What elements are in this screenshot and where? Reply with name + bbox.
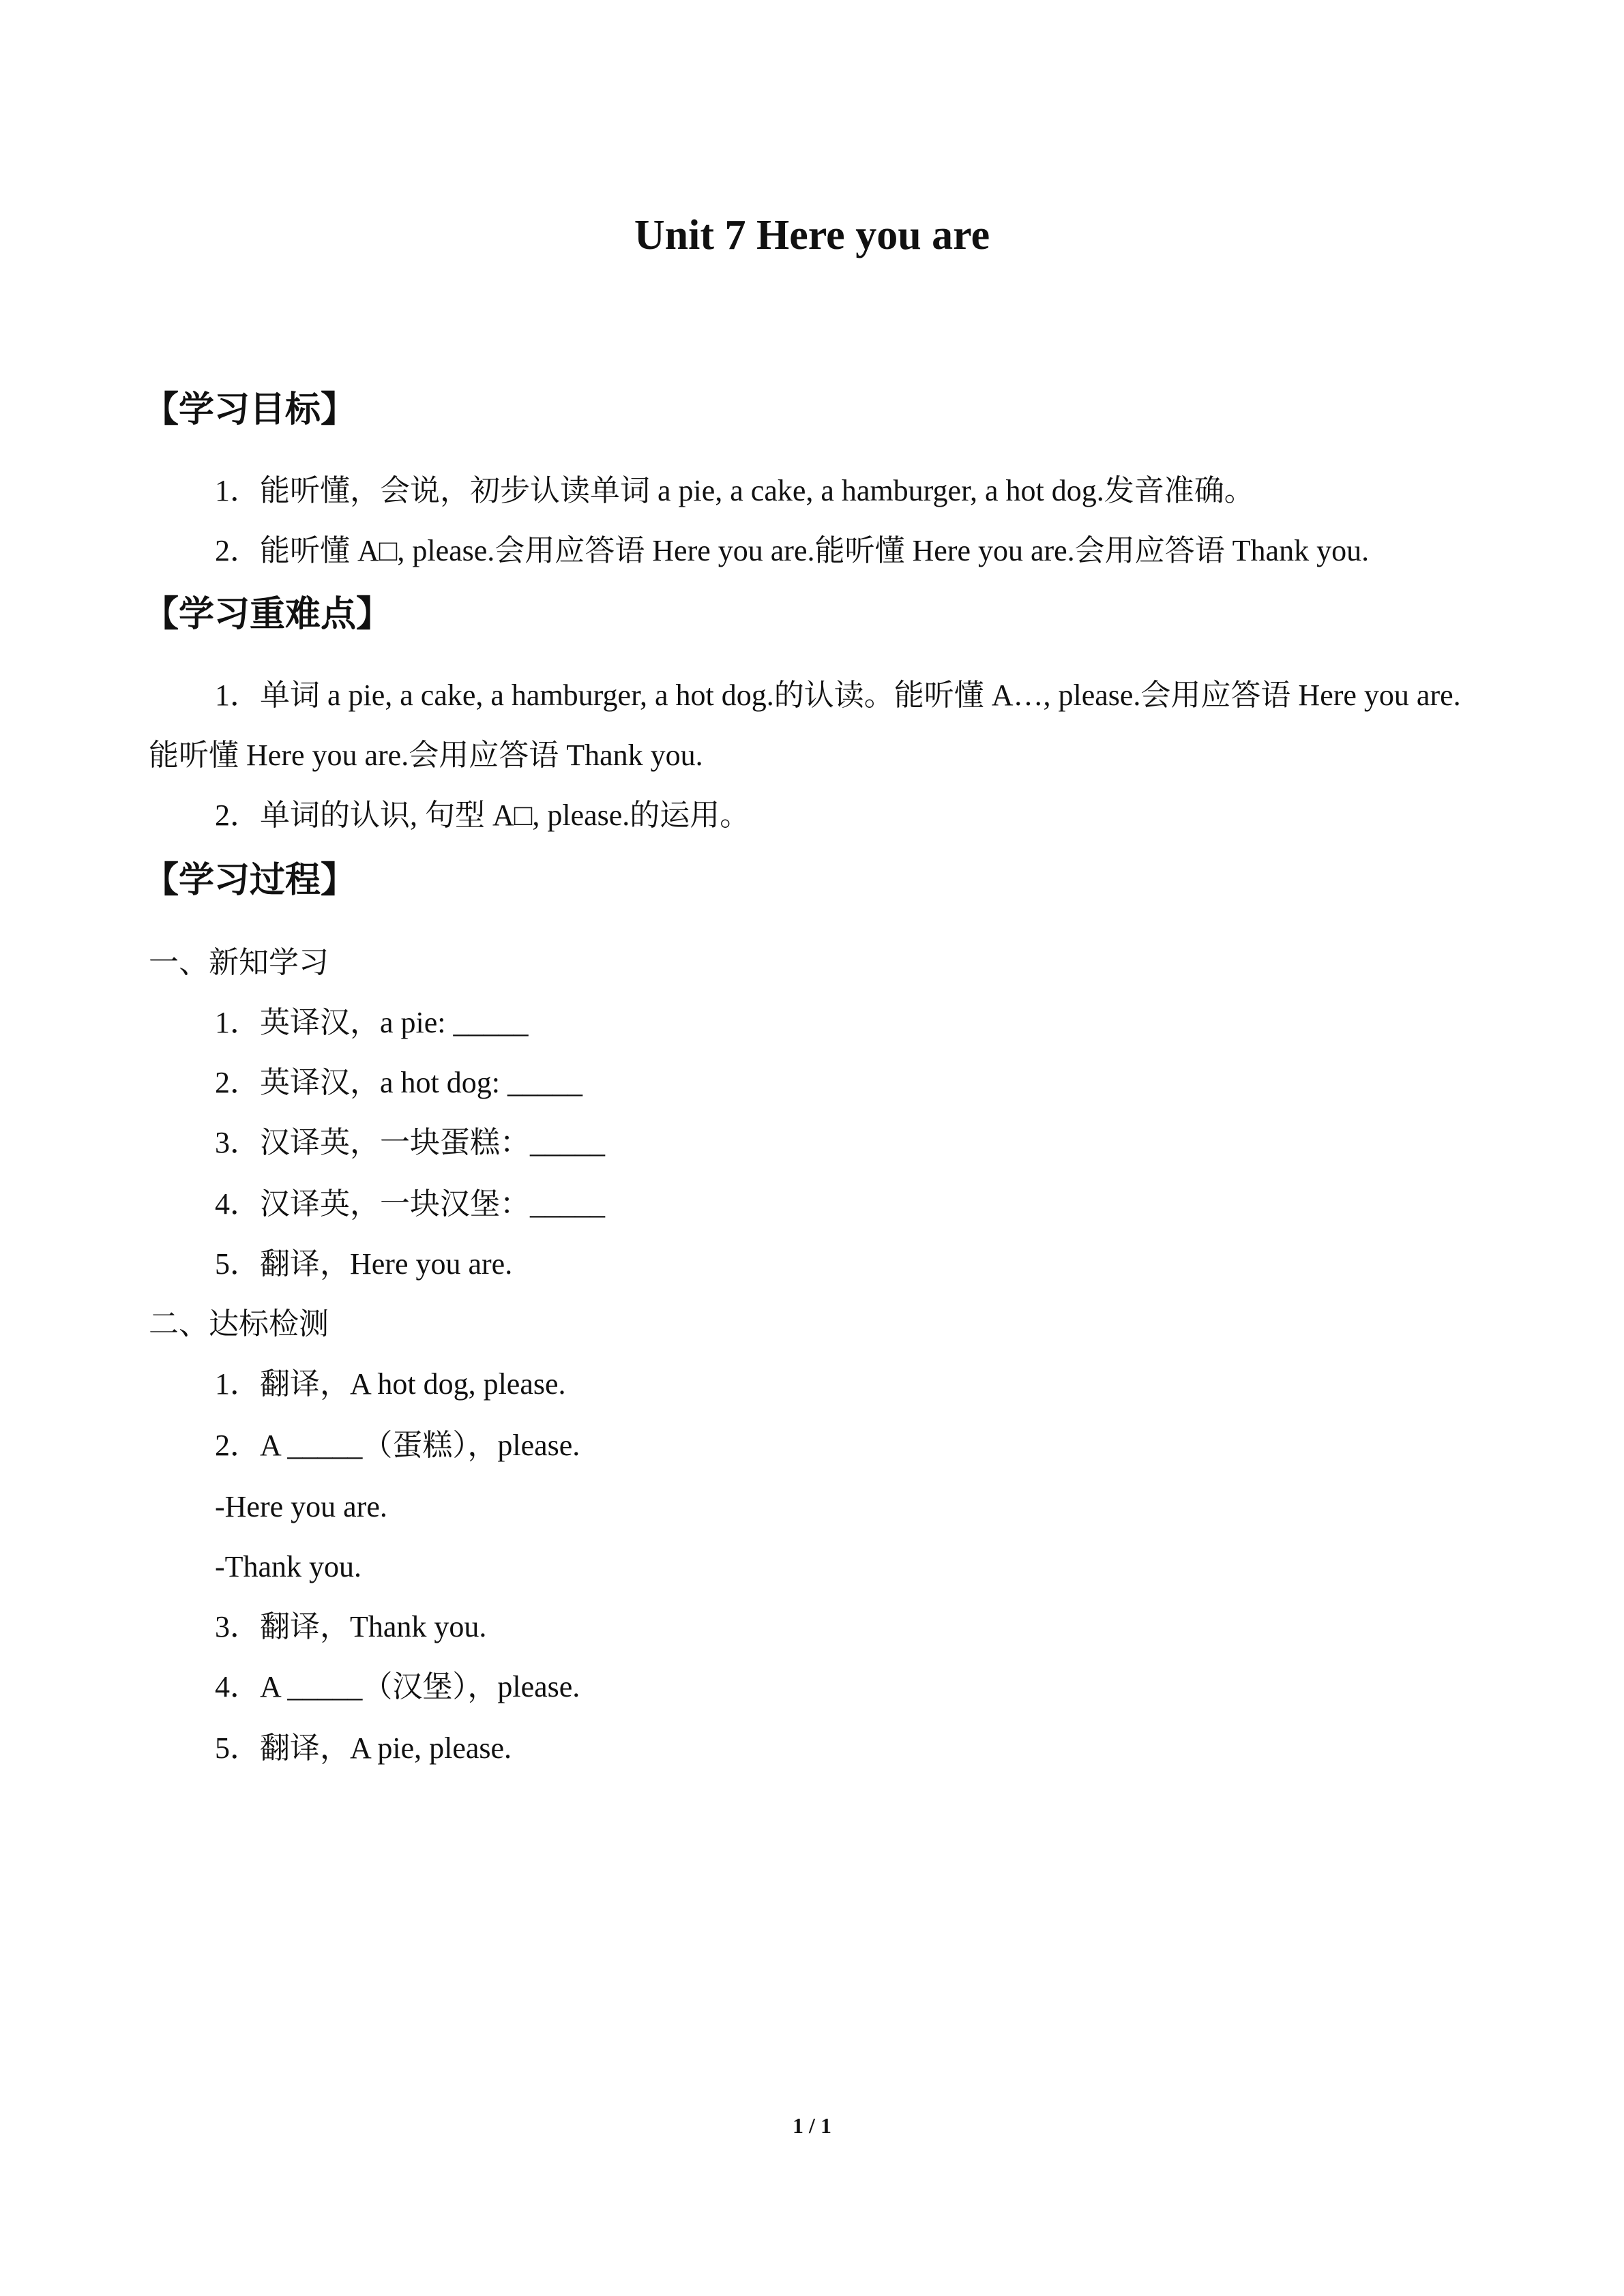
- key-point-item-1: 1．单词 a pie, a cake, a hamburger, a hot dog.的认读。能听懂 A…, please.会用应答语 Here you are.能听懂 Here you are.会用应答语 Thank you.: [149, 679, 1461, 772]
- dialogue-line: -Thank you.: [215, 1550, 362, 1583]
- dialogue-line: -Here you are.: [215, 1490, 387, 1523]
- exercise-item: 4．A _____（汉堡），please.: [215, 1670, 580, 1703]
- exercise-item: 3．翻译，Thank you.: [215, 1610, 487, 1643]
- part-label-assessment: 二、达标检测: [149, 1307, 329, 1341]
- exercise-item: 2．英译汉，a hot dog: _____: [215, 1066, 582, 1099]
- page-title: Unit 7 Here you are: [634, 212, 990, 258]
- exercise-item: 1．翻译，A hot dog, please.: [215, 1367, 566, 1401]
- key-point-item-2: 2．单词的认识, 句型 A□, please.的运用。: [215, 799, 750, 832]
- objective-item-1: 1．能听懂，会说，初步认读单词 a pie, a cake, a hamburger, a hot dog.发音准确。: [215, 474, 1254, 507]
- objective-item-2: 2．能听懂 A□, please.会用应答语 Here you are.能听懂 Here you are.会用应答语 Thank you.: [215, 534, 1370, 567]
- exercise-item: 5．翻译，Here you are.: [215, 1247, 513, 1281]
- exercise-item: 4．汉译英，一块汉堡：_____: [215, 1187, 605, 1221]
- section-heading-key-points: 【学习重难点】: [143, 594, 392, 635]
- page-number: 1 / 1: [793, 2113, 831, 2138]
- exercise-item: 1．英译汉，a pie: _____: [215, 1006, 529, 1039]
- part-label-new-knowledge: 一、新知学习: [149, 946, 329, 979]
- section-heading-objectives: 【学习目标】: [143, 389, 357, 430]
- exercise-item: 3．汉译英，一块蛋糕：_____: [215, 1126, 605, 1159]
- exercise-item: 5．翻译，A pie, please.: [215, 1731, 512, 1765]
- exercise-item: 2．A _____（蛋糕），please.: [215, 1429, 580, 1462]
- section-heading-process: 【学习过程】: [143, 860, 357, 901]
